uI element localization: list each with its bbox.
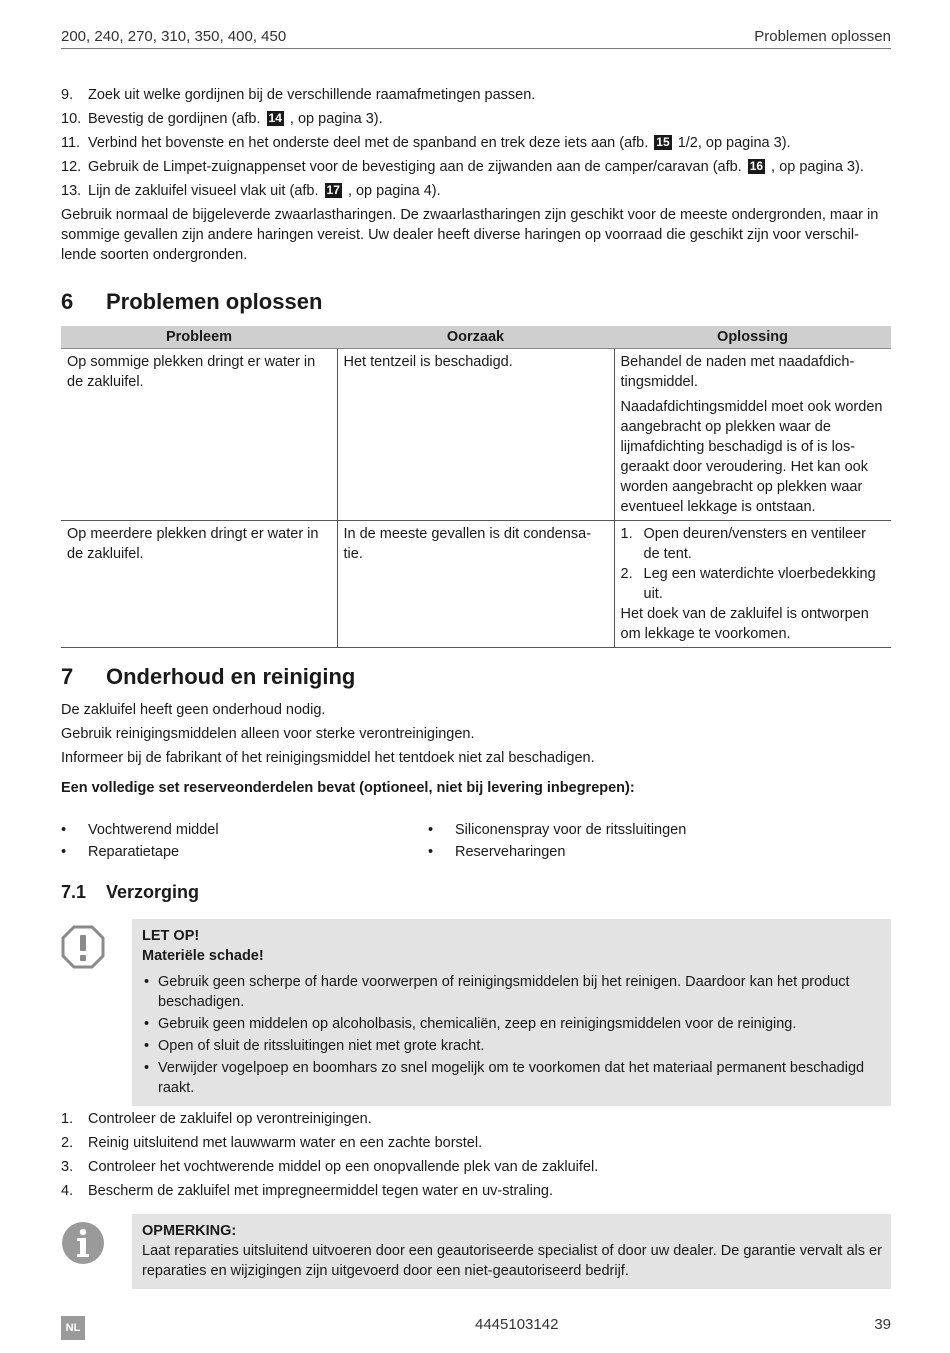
solution-note: Het doek van de zakluifel is ontworpen om lekkage te voorkomen. xyxy=(620,606,869,642)
table-row xyxy=(61,349,891,521)
language-badge: NL xyxy=(61,1316,85,1340)
list-item: • Verwijder vogelpoep en boomhars zo snel mogelijk om te voorkomen dat het materiaal permanent beschadigd raakt. xyxy=(142,1058,883,1098)
table-header-row xyxy=(61,326,891,349)
stakes-paragraph: Gebruik normaal de bijgeleverde zwaarlastharingen. De zwaarlastharingen zijn geschikt voor de meeste ondergronden, maar in sommige gevallen zijn andere haringen vereist. Uw dealer heeft diverse haringen op voorraad die geschikt zijn voor verschil-lende soorten ondergronden. xyxy=(61,207,879,263)
list-item: 11. Verbind het bovenste en het onderste deel met de spanband en trek deze iets aan (afb. 15 1/2, op pagina 3). xyxy=(61,135,791,151)
list-item: • Open of sluit de ritssluitingen niet met grote kracht. xyxy=(142,1036,883,1056)
list-item: 4. Bescherm de zakluifel met impregneermiddel tegen water en uv-straling. xyxy=(61,1183,554,1199)
page-header xyxy=(61,28,891,49)
cause-cell: In de meeste gevallen is dit condensa-tie. xyxy=(337,521,614,648)
cause-cell: Het tentzeil is beschadigd. xyxy=(337,349,614,521)
table-row xyxy=(61,521,891,648)
figure-reference: 14 xyxy=(268,111,282,125)
section-heading-troubleshooting: 6 Problemen oplossen xyxy=(61,289,323,314)
subsection-heading-care: 7.1 Verzorging xyxy=(61,882,200,902)
header-section: Problemen oplossen xyxy=(754,28,891,45)
list-item: 13. Lijn de zakluifel visueel vlak uit (afb. 17 , op pagina 4). xyxy=(61,183,441,199)
page-number: 39 xyxy=(874,1316,891,1333)
figure-reference: 16 xyxy=(749,159,764,173)
notice-box xyxy=(132,919,891,1106)
list-item: 2. Reinig uitsluitend met lauwwarm water en een zachte borstel. xyxy=(61,1135,483,1151)
list-item: 9. Zoek uit welke gordijnen bij de verschillende raamafmetingen passen. xyxy=(61,87,536,103)
spare-parts-list-right xyxy=(428,820,868,864)
column-header-solution: Oplossing xyxy=(614,326,891,349)
notice-subtitle: Materiële schade! xyxy=(142,948,264,964)
document-number: 4445103142 xyxy=(475,1316,559,1333)
remark-text: Laat reparaties uitsluitend uitvoeren door een geautoriseerde specialist of door uw dealer. De garantie vervalt als er reparaties en wijzigingen zijn uitgevoerd door een niet-geautoriseerd bedrijf. xyxy=(142,1243,882,1279)
list-item: • Siliconenspray voor de ritssluitingen xyxy=(428,820,868,842)
list-item: 1. Controleer de zakluifel op verontreinigingen. xyxy=(61,1111,372,1127)
list-item: 3. Controleer het vochtwerende middel op een onopvallende plek van de zakluifel. xyxy=(61,1159,599,1175)
spare-parts-heading: Een volledige set reserveonderdelen bevat (optioneel, niet bij levering inbegrepen): xyxy=(61,780,635,796)
figure-reference: 15 xyxy=(656,135,670,149)
setup-steps-list xyxy=(61,85,891,205)
warning-octagon-icon xyxy=(61,925,105,969)
spare-parts-list-left xyxy=(61,820,421,864)
list-item: 12. Gebruik de Limpet-zuignappenset voor de bevestiging aan de zijwanden aan de camper/caravan (afb. 16 , op pagina 3). xyxy=(61,159,864,175)
list-item: • Reparatietape xyxy=(61,842,421,864)
maintenance-text: De zakluifel heeft geen onderhoud nodig. Gebruik reinigingsmiddelen alleen voor sterke verontreinigingen. Informeer bij de fabrikant of het reinigingsmiddel het tentdoek niet zal beschadigen. xyxy=(61,702,595,766)
remark-title: OPMERKING: xyxy=(142,1223,237,1239)
list-item: 2. Leg een waterdichte vloerbedekking uit. xyxy=(620,566,876,602)
problem-cell: Op sommige plekken dringt er water in de zakluifel. xyxy=(61,349,337,521)
figure-reference: 17 xyxy=(326,183,340,197)
troubleshooting-table xyxy=(61,326,891,648)
problem-cell: Op meerdere plekken dringt er water in de zakluifel. xyxy=(61,521,337,648)
section-heading-maintenance: 7 Onderhoud en reiniging xyxy=(61,664,356,689)
list-item: 10. Bevestig de gordijnen (afb. 14 , op pagina 3). xyxy=(61,111,383,127)
column-header-problem: Probleem xyxy=(61,326,337,349)
list-item: 1. Open deuren/vensters en ventileer de tent. xyxy=(620,526,866,562)
header-models: 200, 240, 270, 310, 350, 400, 450 xyxy=(61,28,287,45)
care-steps-list xyxy=(61,1109,891,1205)
solution-cell: Behandel de naden met naadafdich-tingsmiddel. Naadafdichtingsmiddel moet ook worden aangebracht op plekken waar de lijmafdichting beschadigd is of is los-geraakt door veroudering. Het kan ook worden aangebracht op plekken waar eventueel lekkage is ontstaan. xyxy=(614,349,891,521)
list-item: • Reserveharingen xyxy=(428,842,868,864)
list-item: • Vochtwerend middel xyxy=(61,820,421,842)
solution-cell xyxy=(614,521,891,648)
notice-title: LET OP! xyxy=(142,928,200,944)
list-item: • Gebruik geen scherpe of harde voorwerpen of reinigingsmiddelen bij het reinigen. Daardoor kan het product beschadigen. xyxy=(142,972,883,1012)
column-header-cause: Oorzaak xyxy=(337,326,614,349)
remark-box xyxy=(132,1214,891,1289)
list-item: • Gebruik geen middelen op alcoholbasis, chemicaliën, zeep en reinigingsmiddelen voor de reiniging. xyxy=(142,1014,883,1034)
info-icon xyxy=(61,1221,105,1265)
